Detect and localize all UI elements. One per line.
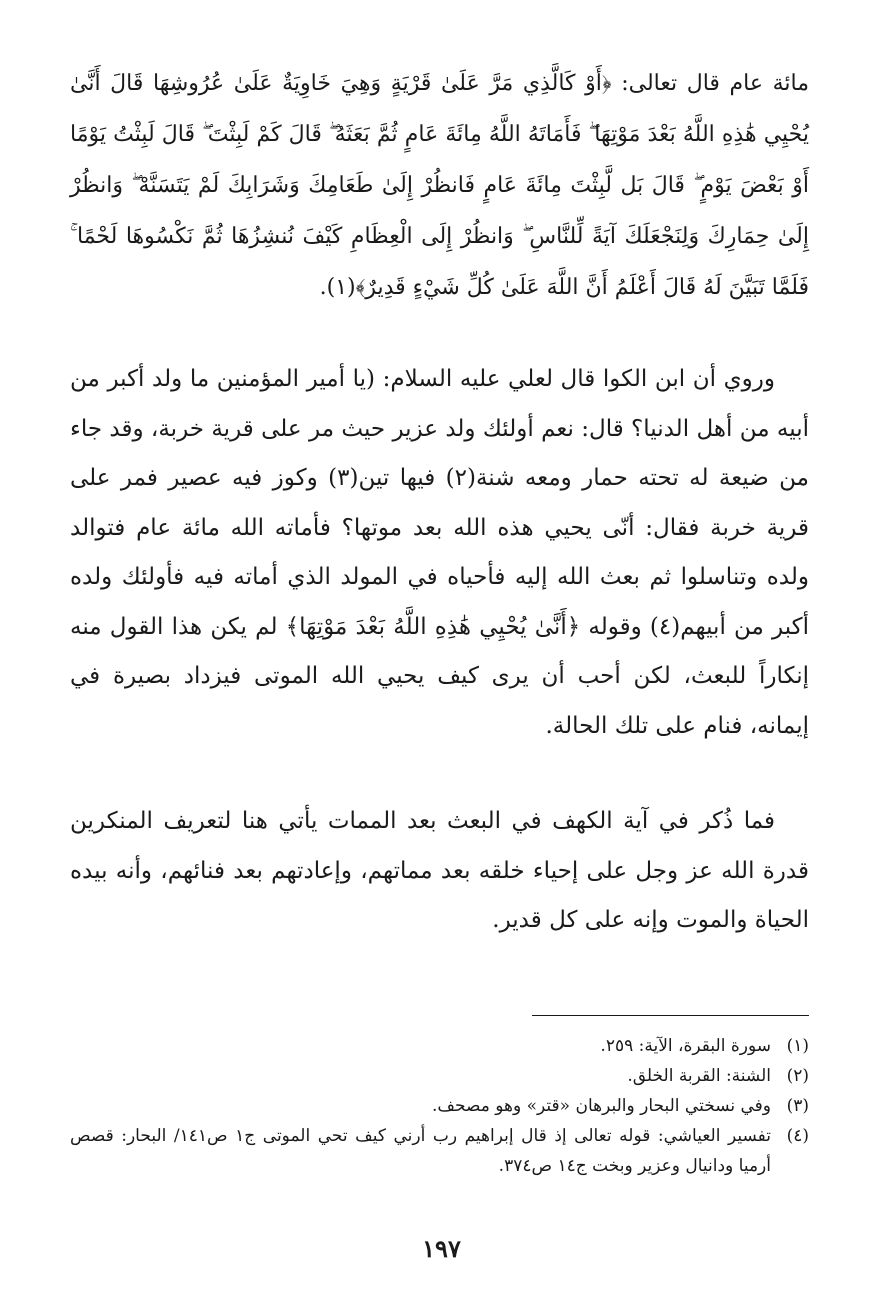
footnote-marker: (٣) bbox=[786, 1096, 809, 1116]
footnote-marker: (٢) bbox=[786, 1066, 809, 1086]
page-body bbox=[70, 58, 809, 946]
body-paragraph-2: فما ذُكر في آية الكهف في البعث بعد الممات يأتي هنا لتعريف المنكرين قدرة الله عز وجل على إحياء خلقه بعد مماتهم، وإعادتهم بعد فنائهم، وأنه بيده الحياة والموت وإنه على كل قدير. bbox=[70, 808, 809, 933]
page-number: ١٩٧ bbox=[422, 1234, 461, 1263]
footnote-text: وفي نسختي البحار والبرهان «قتر» وهو مصحف. bbox=[432, 1096, 771, 1116]
footnote-item bbox=[70, 1091, 809, 1121]
quran-verse-block: مائة عام قال تعالى: ﴿أَوْ كَالَّذِي مَرَّ عَلَىٰ قَرْيَةٍ وَهِيَ خَاوِيَةٌ عَلَىٰ عُرُوشِهَا قَالَ أَنَّىٰ يُحْيِي هَٰذِهِ اللَّهُ بَعْدَ مَوْتِهَا ۖ فَأَمَاتَهُ اللَّهُ مِائَةَ عَامٍ ثُمَّ بَعَثَهُ ۖ قَالَ كَمْ لَبِثْتَ ۖ قَالَ لَبِثْتُ يَوْمًا أَوْ بَعْضَ يَوْمٍ ۖ قَالَ بَل لَّبِثْتَ مِائَةَ عَامٍ فَانظُرْ إِلَىٰ طَعَامِكَ وَشَرَابِكَ لَمْ يَتَسَنَّهْ ۖ وَانظُرْ إِلَىٰ حِمَارِكَ وَلِنَجْعَلَكَ آيَةً لِّلنَّاسِ ۖ وَانظُرْ إِلَى الْعِظَامِ كَيْفَ نُنشِزُهَا ثُمَّ نَكْسُوهَا لَحْمًا ۚ فَلَمَّا تَبَيَّنَ لَهُ قَالَ أَعْلَمُ أَنَّ اللَّهَ عَلَىٰ كُلِّ شَيْءٍ قَدِيرٌ﴾(١). bbox=[70, 71, 809, 300]
footnote-item bbox=[70, 1061, 809, 1091]
footnote-marker: (١) bbox=[786, 1036, 809, 1056]
footnote-item bbox=[70, 1031, 809, 1061]
footnote-text: تفسير العياشي: قوله تعالى إذ قال إبراهيم رب أرني كيف تحي الموتى ج١ ص١٤١/ البحار: قصص أرميا ودانيال وعزير وبخت ج١٤ ص٣٧٤. bbox=[70, 1126, 771, 1176]
footnote-marker: (٤) bbox=[786, 1126, 809, 1146]
body-paragraph-1: وروي أن ابن الكوا قال لعلي عليه السلام: (يا أمير المؤمنين ما ولد أكبر من أبيه من أهل الدنيا؟ قال: نعم أولئك ولد عزير حيث مر على قرية خربة، وقد جاء من ضيعة له تحته حمار ومعه شنة(٢) فيها تين(٣) وكوز فيه عصير فمر على قرية خربة فقال: أنّى يحيي هذه الله بعد موتها؟ فأماته الله مائة عام فتوالد ولده وتناسلوا ثم بعث الله إليه فأحياه في المولد الذي أماته فيه فأولئك ولده أكبر من أبيهم(٤) وقوله ﴿أَنَّىٰ يُحْيِي هَٰذِهِ اللَّهُ بَعْدَ مَوْتِهَا﴾ لم يكن هذا القول منه إنكاراً للبعث، لكن أحب أن يرى كيف يحيي الله الموتى فيزداد بصيرة في إيمانه، فنام على تلك الحالة. bbox=[70, 366, 809, 739]
footnote-separator bbox=[532, 1015, 809, 1016]
footnote-item bbox=[70, 1121, 809, 1181]
footnote-text: سورة البقرة، الآية: ٢٥٩. bbox=[600, 1036, 771, 1056]
footnote-text: الشنة: القربة الخلق. bbox=[627, 1066, 771, 1086]
footnotes-list bbox=[70, 1031, 809, 1181]
